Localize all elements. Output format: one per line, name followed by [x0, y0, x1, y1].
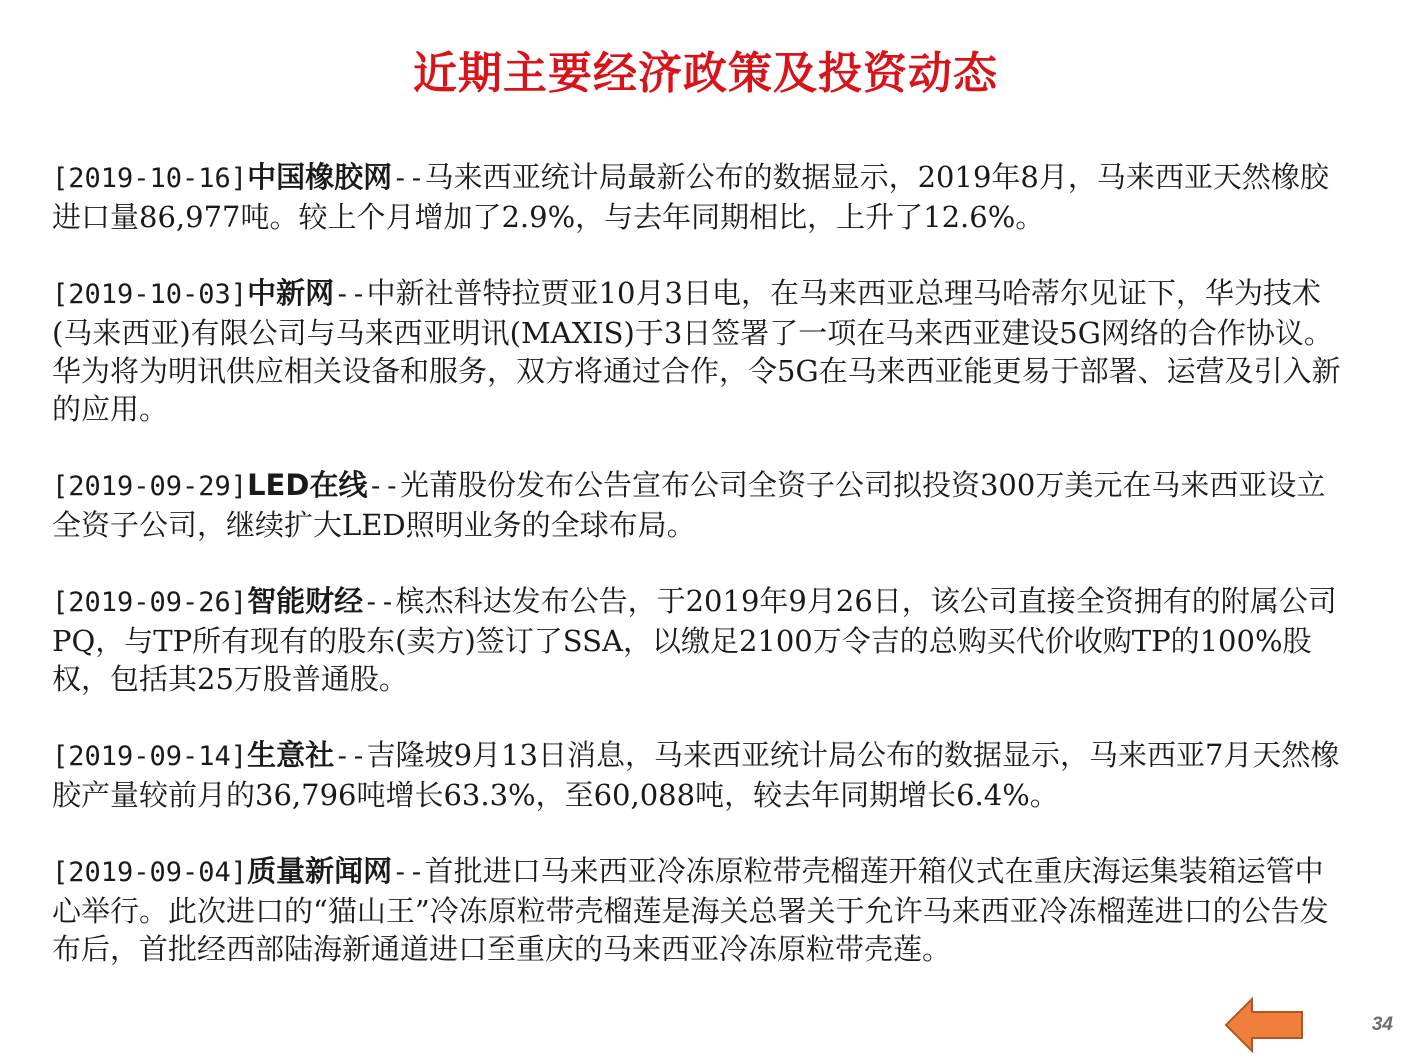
back-arrow-icon [1224, 996, 1304, 1054]
news-text: 中新社普特拉贾亚10月3日电，在马来西亚总理马哈蒂尔见证下，华为技术(马来西亚)有限公司与马来西亚明讯(MAXIS)于3日签署了一项在马来西亚建设5G网络的合作协议。华为将为明讯供应相关设备和服务，双方将通过合作，令5G在马来西亚能更易于部署、运营及引入新的应用。 [52, 276, 1341, 426]
news-date: [2019-09-29] [52, 471, 248, 502]
page-number: 34 [1371, 1014, 1393, 1035]
news-text: 光莆股份发布公告宣布公司全资子公司拟投资300万美元在马来西亚设立全资子公司，继续扩大LED照明业务的全球布局。 [52, 468, 1326, 542]
news-item [52, 274, 1352, 428]
news-source: 中国橡胶网 [247, 160, 393, 194]
back-arrow-button[interactable] [1224, 996, 1304, 1054]
news-separator: -- [392, 163, 425, 194]
news-source: 中新网 [247, 276, 335, 310]
news-item [52, 582, 1352, 698]
news-date: [2019-09-04] [52, 857, 248, 888]
page-title: 近期主要经济政策及投资动态 [413, 48, 998, 99]
news-separator: -- [392, 857, 425, 888]
news-source: LED在线 [247, 468, 368, 502]
news-item [52, 466, 1352, 544]
news-separator: -- [334, 279, 367, 310]
news-text: 吉隆坡9月13日消息，马来西亚统计局公布的数据显示，马来西亚7月天然橡胶产量较前月的36,796吨增长63.3%，至60,088吨，较去年同期增长6.4%。 [52, 738, 1340, 812]
news-date: [2019-09-14] [52, 741, 248, 772]
news-text: 马来西亚统计局最新公布的数据显示，2019年8月，马来西亚天然橡胶进口量86,977吨。较上个月增加了2.9%，与去年同期相比，上升了12.6%。 [52, 160, 1329, 234]
news-text: 首批进口马来西亚冷冻原粒带壳榴莲开箱仪式在重庆海运集装箱运管中心举行。此次进口的“猫山王”冷冻原粒带壳榴莲是海关总署关于允许马来西亚冷冻榴莲进口的公告发布后，首批经西部陆海新通道进口至重庆的马来西亚冷冻原粒带壳莲。 [52, 854, 1329, 966]
news-separator: -- [334, 741, 367, 772]
news-separator: -- [367, 471, 400, 502]
news-text: 槟杰科达发布公告，于2019年9月26日，该公司直接全资拥有的附属公司PQ，与TP所有现有的股东(卖方)签订了SSA，以缴足2100万令吉的总购买代价收购TP的100%股权，包括其25万股普通股。 [52, 584, 1337, 696]
news-source: 生意社 [247, 738, 335, 772]
news-separator: -- [363, 587, 396, 618]
news-item [52, 158, 1352, 236]
news-source: 质量新闻网 [247, 854, 393, 888]
news-source: 智能财经 [247, 584, 364, 618]
news-item [52, 852, 1352, 968]
news-date: [2019-10-03] [52, 279, 248, 310]
news-date: [2019-10-16] [52, 163, 248, 194]
news-date: [2019-09-26] [52, 587, 248, 618]
news-item [52, 736, 1352, 814]
news-list [52, 158, 1352, 1006]
